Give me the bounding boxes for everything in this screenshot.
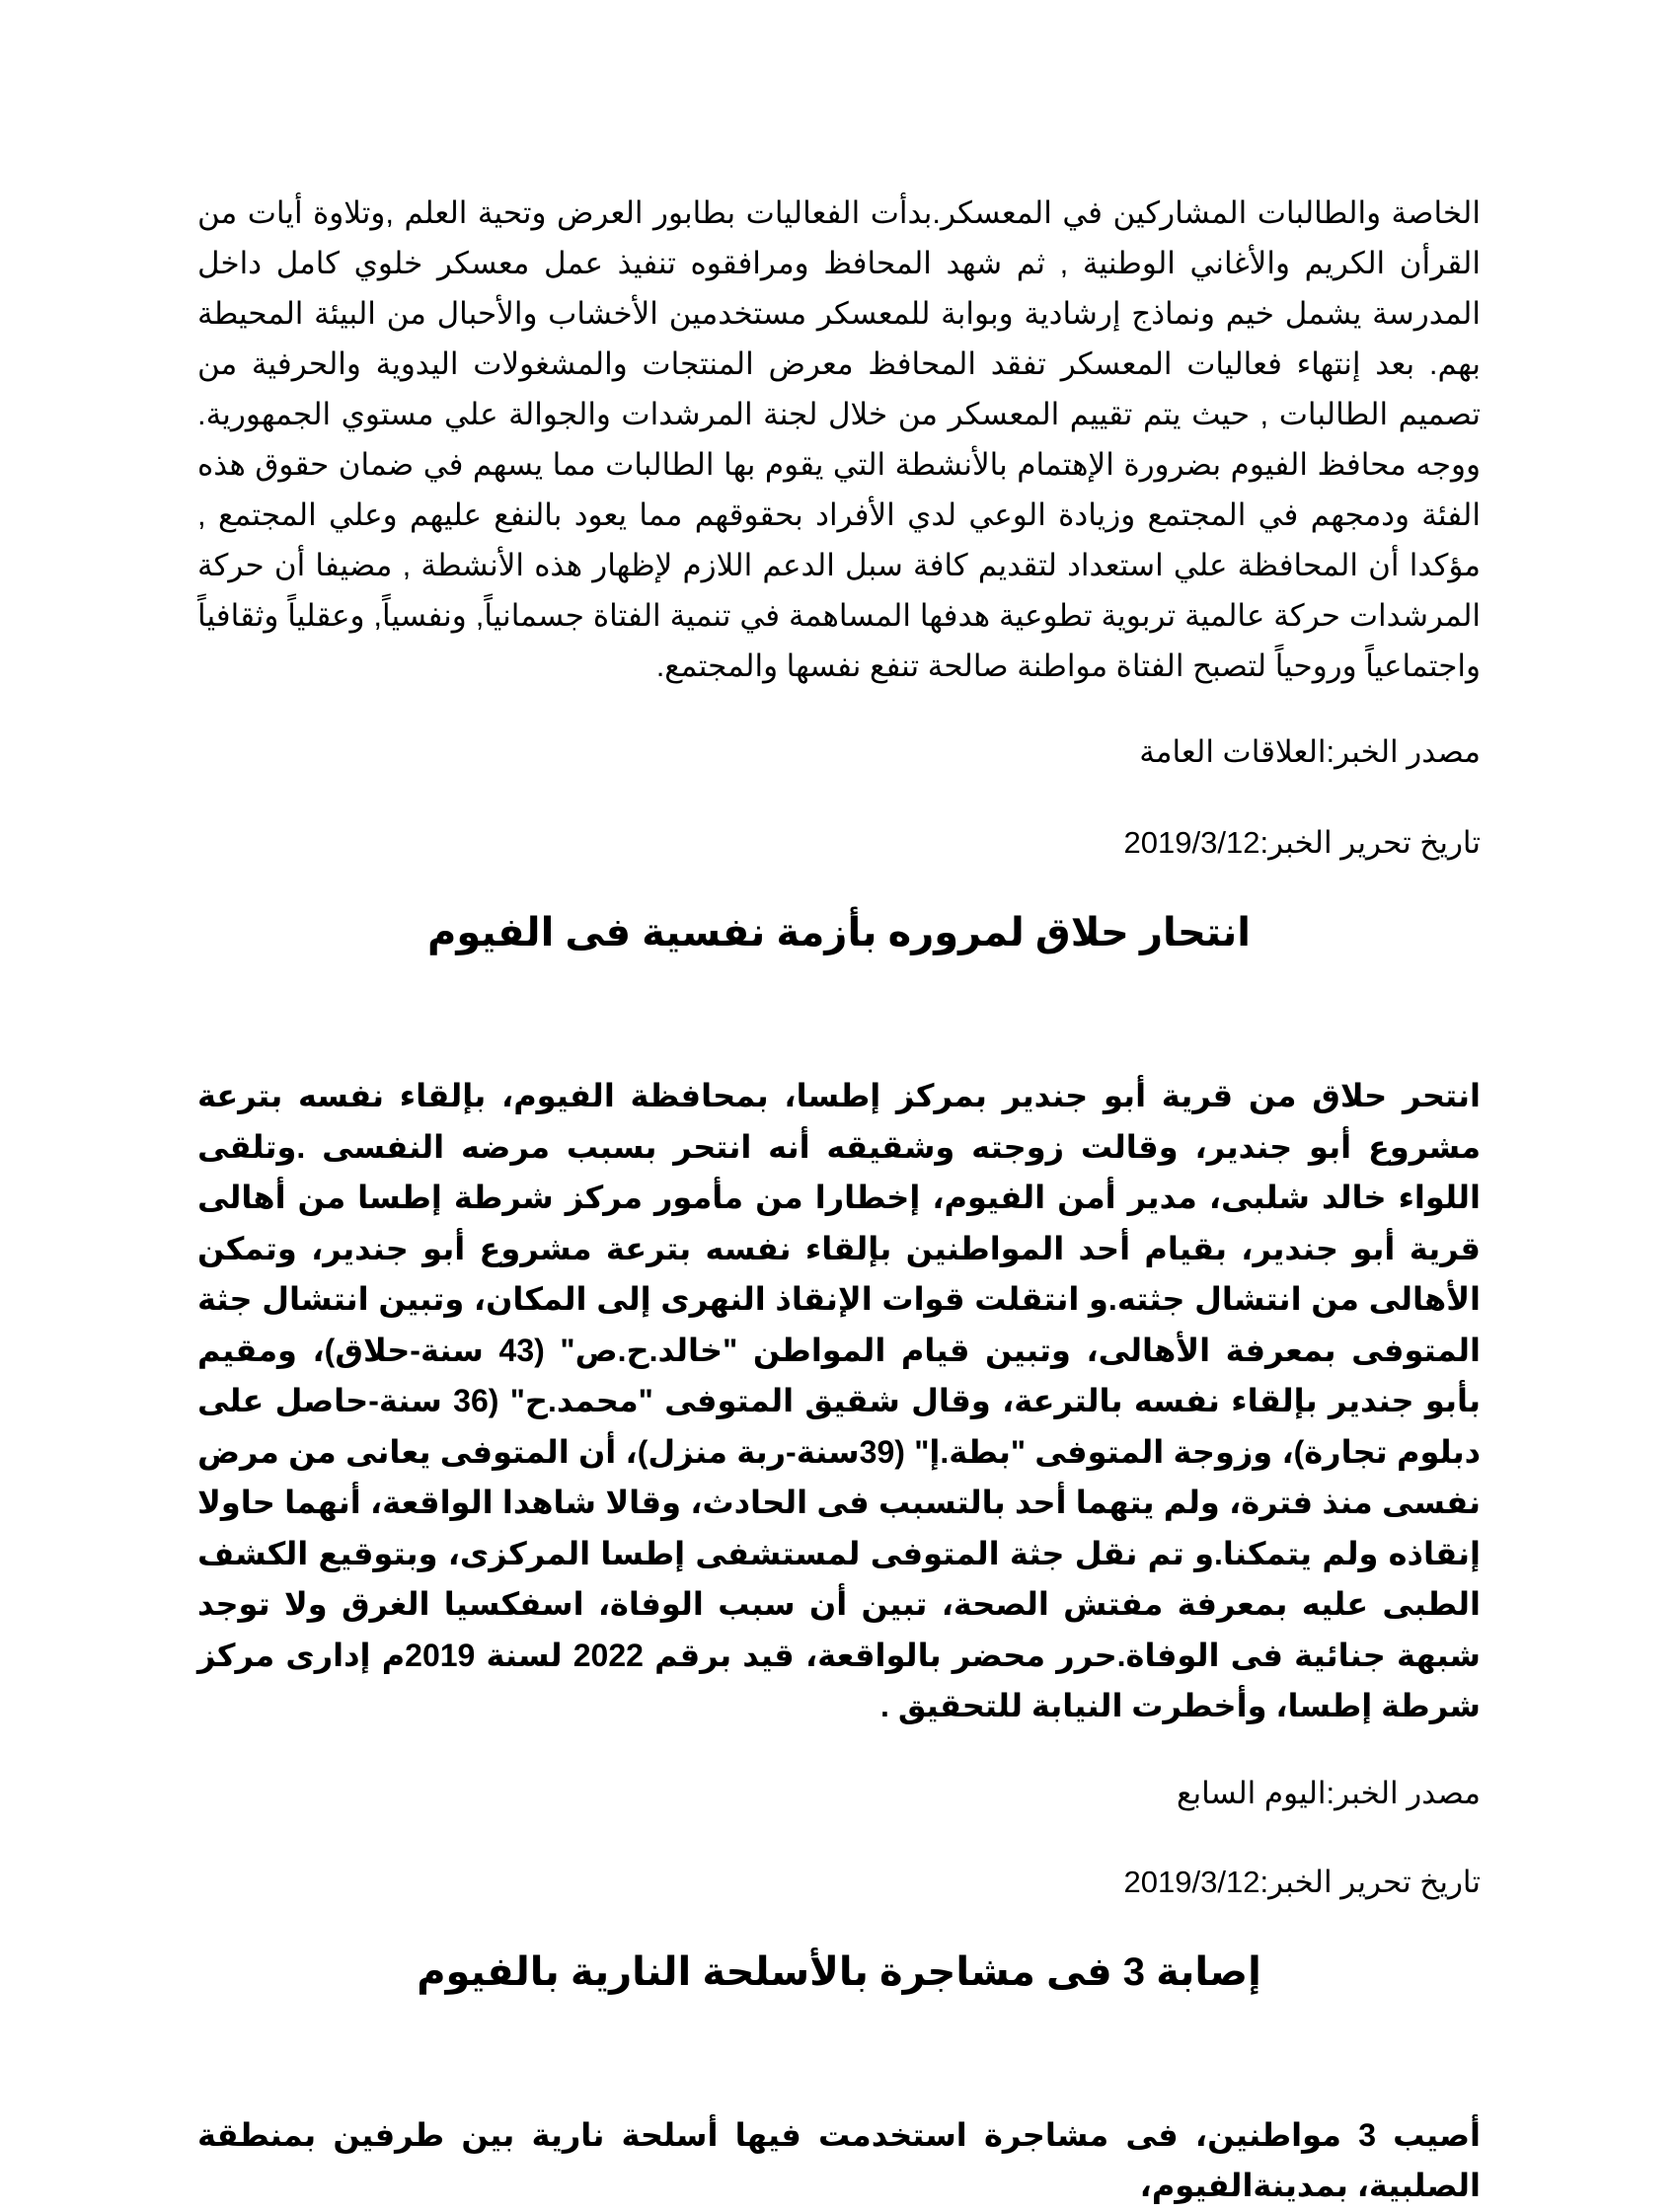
article-3-body: أصيب 3 مواطنين، فى مشاجرة استخدمت فيها أسلحة نارية بين طرفين بمنطقة الصلبية، بمدينةالفيوم،	[197, 2116, 1482, 2203]
article-1-source: مصدر الخبر:العلاقات العامة	[1139, 734, 1481, 769]
article-2-date: تاريخ تحرير الخبر:2019/3/12	[1123, 1864, 1481, 1899]
article-2-source: مصدر الخبر:اليوم السابع	[1176, 1775, 1481, 1810]
document-page	[197, 188, 1481, 2212]
article-1-body: الخاصة والطالبات المشاركين في المعسكر.بدأت الفعاليات بطابور العرض وتحية العلم ,وتلاوة أيات من القرأن الكريم والأغاني الوطنية , ثم شهد المحافظ ومرافقوه تنفيذ عمل معسكر خلوي كامل داخل المدرسة يشمل خيم ونماذج إرشادية وبوابة للمعسكر مستخدمين الأخشاب والأحبال من البيئة المحيطة بهم. بعد إنتهاء فعاليات المعسكر تفقد المحافظ معرض المنتجات والمشغولات اليدوية والحرفية من تصميم الطالبات , حيث يتم تقييم المعسكر من خلال لجنة المرشدات والجوالة علي مستوي الجمهورية. ووجه محافظ الفيوم بضرورة الإهتمام بالأنشطة التي يقوم بها الطالبات مما يسهم في ضمان حقوق هذه الفئة ودمجهم في المجتمع وزيادة الوعي لدي الأفراد بحقوقهم مما يعود بالنفع عليهم وعلي المجتمع , مؤكدا أن المحافظة علي استعداد لتقديم كافة سبل الدعم اللازم لإظهار هذه الأنشطة , مضيفا أن حركة المرشدات حركة عالمية تربوية تطوعية هدفها المساهمة في تنمية الفتاة جسمانياً, ونفسياً, وعقلياً وثقافياً واجتماعياً وروحياً لتصبح الفتاة مواطنة صالحة تنفع نفسها والمجتمع.	[197, 195, 1481, 683]
article-2-body: انتحر حلاق من قرية أبو جندير بمركز إطسا، بمحافظة الفيوم، بإلقاء نفسه بترعة مشروع أبو جندير، وقالت زوجته وشقيقه أنه انتحر بسبب مرضه النفسى .وتلقى اللواء خالد شلبى، مدير أمن الفيوم، إخطارا من مأمور مركز شرطة إطسا من أهالى قرية أبو جندير، بقيام أحد المواطنين بإلقاء نفسه بترعة مشروع أبو جندير، وتمكن الأهالى من انتشال جثته.و انتقلت قوات الإنقاذ النهرى إلى المكان، وتبين انتشال جثة المتوفى بمعرفة الأهالى، وتبين قيام المواطن "خالد.ح.ص" (43 سنة-حلاق)، ومقيم بأبو جندير بإلقاء نفسه بالترعة، وقال شقيق المتوفى "محمد.ح" (36 سنة-حاصل على دبلوم تجارة)، وزوجة المتوفى "بطة.إ" (39سنة-ربة منزل)، أن المتوفى يعانى من مرض نفسى منذ فترة، ولم يتهما أحد بالتسبب فى الحادث، وقالا شاهدا الواقعة، أنهما حاولا إنقاذه ولم يتمكنا.و تم نقل جثة المتوفى لمستشفى إطسا المركزى، وبتوقيع الكشف الطبى عليه بمعرفة مفتش الصحة، تبين أن سبب الوفاة، اسفكسيا الغرق ولا توجد شبهة جنائية فى الوفاة.حرر محضر بالواقعة، قيد برقم 2022 لسنة 2019م إدارى مركز شرطة إطسا، وأخطرت النيابة للتحقيق .	[197, 1078, 1482, 1723]
article-2-headline: انتحار حلاق لمروره بأزمة نفسية فى الفيوم	[427, 911, 1251, 954]
article-3-headline: إصابة 3 فى مشاجرة بالأسلحة النارية بالفيوم	[417, 1949, 1261, 1994]
article-1-date: تاريخ تحرير الخبر:2019/3/12	[1123, 825, 1481, 860]
